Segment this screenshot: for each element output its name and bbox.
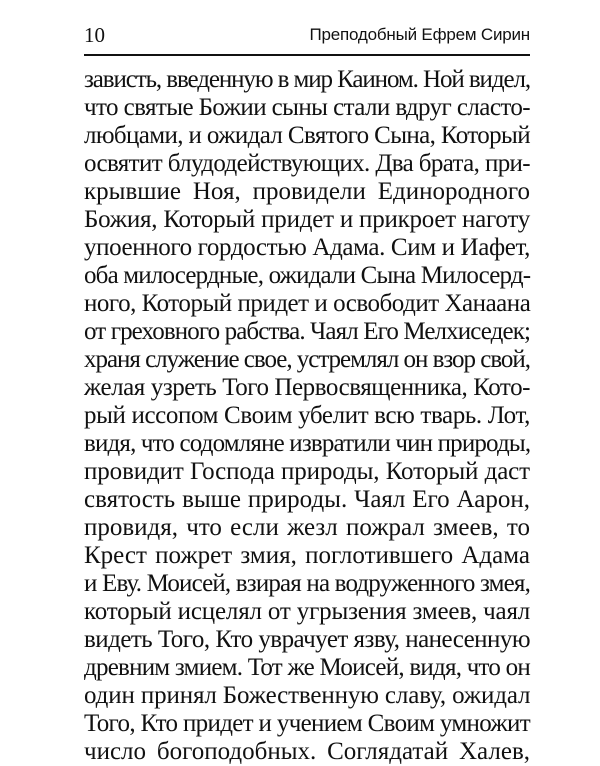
text-line: число богоподобных. Соглядатай Халев,: [84, 738, 530, 765]
text-line: желая узреть Того Первосвященника, Кото-: [84, 374, 530, 401]
page-number: 10: [84, 23, 105, 47]
text-line: зависть, введенную в мир Каином. Ной видел,: [84, 66, 530, 93]
text-line: от греховного рабства. Чаял Его Мелхиседек;: [84, 318, 531, 345]
text-line: упоенного гордостью Адама. Сим и Иафет,: [84, 234, 530, 261]
text-line: Крест пожрет змия, поглотившего Адама: [84, 542, 530, 569]
text-line: рый иссопом Своим убелит всю тварь. Лот,: [84, 402, 530, 429]
page-header: [84, 23, 530, 57]
text-line: оба милосердные, ожидали Сына Милосерд-: [84, 262, 531, 289]
text-line: любцами, и ожидал Святого Сына, Который: [84, 122, 530, 149]
text-line: ного, Который придет и освободит Ханаана: [84, 290, 531, 317]
text-line: что святые Божии сыны стали вдруг сласто-: [84, 94, 530, 121]
text-line: храня служение свое, устремлял он взор свой,: [84, 346, 530, 373]
text-line: провидя, что если жезл пожрал змеев, то: [84, 514, 530, 541]
text-line: Божия, Который придет и прикроет наготу: [84, 206, 530, 233]
text-line: древним змием. Тот же Моисей, видя, что он: [84, 654, 530, 681]
text-line: крывшие Ноя, провидели Единородного: [84, 178, 530, 205]
text-line: видеть Того, Кто уврачует язву, нанесенную: [84, 626, 530, 653]
text-line: Того, Кто придет и учением Своим умножит: [84, 710, 530, 737]
text-line: святость выше природы. Чаял Его Аарон,: [84, 486, 530, 513]
header-rule: [84, 54, 530, 56]
text-line: один принял Божественную славу, ожидал: [84, 682, 531, 709]
running-title: Преподобный Ефрем Сирин: [309, 25, 530, 44]
body-text: [84, 66, 530, 766]
text-line: который исцелял от угрызения змеев, чаял: [84, 598, 531, 625]
text-line: провидит Господа природы, Который даст: [84, 458, 530, 485]
text-line: освятит блудодействующих. Два брата, при-: [84, 150, 530, 177]
text-line: и Еву. Моисей, взирая на водруженного змея,: [84, 570, 530, 597]
text-line: видя, что содомляне извратили чин природы,: [84, 430, 531, 457]
